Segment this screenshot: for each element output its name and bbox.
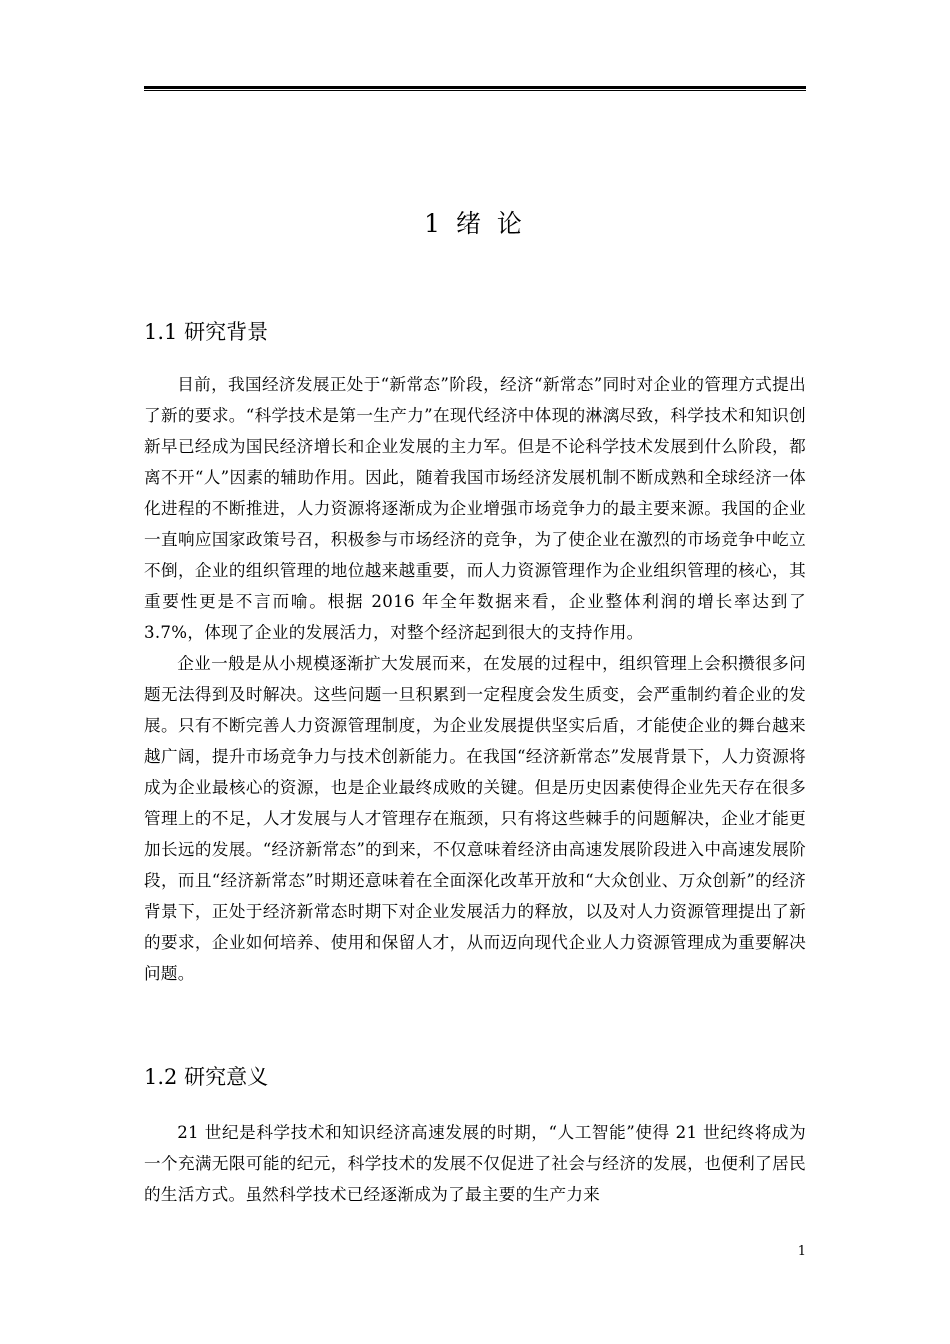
section-heading-research-significance: 1.2 研究意义 [144,1065,269,1089]
header-rule [144,86,806,91]
section-body-research-significance [144,1117,806,1210]
page-number: 1 [797,1244,806,1259]
paragraph: 企业一般是从小规模逐渐扩大发展而来，在发展的过程中，组织管理上会积攒很多问题无法得到及时解决。这些问题一旦积累到一定程度会发生质变，会严重制约着企业的发展。只有不断完善人力资源管理制度，为企业发展提供坚实后盾，才能使企业的舞台越来越广阔，提升市场竞争力与技术创新能力。在我国“经济新常态”发展背景下，人力资源将成为企业最核心的资源，也是企业最终成败的关键。但是历史因素使得企业先天存在很多管理上的不足，人才发展与人才管理存在瓶颈，只有将这些棘手的问题解决，企业才能更加长远的发展。“经济新常态”的到来，不仅意味着经济由高速发展阶段进入中高速发展阶段，而且“经济新常态”时期还意味着在全面深化改革开放和“大众创业、万众创新”的经济背景下，正处于经济新常态时期下对企业发展活力的释放，以及对人力资源管理提出了新的要求，企业如何培养、使用和保留人才，从而迈向现代企业人力资源管理成为重要解决问题。 [144,654,806,983]
section-heading-research-background: 1.1 研究背景 [144,320,269,344]
paragraph: 目前，我国经济发展正处于“新常态”阶段，经济“新常态”同时对企业的管理方式提出了新的要求。“科学技术是第一生产力”在现代经济中体现的淋漓尽致，科学技术和知识创新早已经成为国民经济增长和企业发展的主力军。但是不论科学技术发展到什么阶段，都离不开“人”因素的辅助作用。因此，随着我国市场经济发展机制不断成熟和全球经济一体化进程的不断推进，人力资源将逐渐成为企业增强市场竞争力的最主要来源。我国的企业一直响应国家政策号召，积极参与市场经济的竞争，为了使企业在激烈的市场竞争中屹立不倒，企业的组织管理的地位越来越重要，而人力资源管理作为企业组织管理的核心，其重要性更是不言而喻。根据 2016 年全年数据来看，企业整体利润的增长率达到了 3.7%，体现了企业的发展活力，对整个经济起到很大的支持作用。 [144,375,806,642]
paragraph: 21 世纪是科学技术和知识经济高速发展的时期，“人工智能”使得 21 世纪终将成为一个充满无限可能的纪元，科学技术的发展不仅促进了社会与经济的发展，也便利了居民的生活方式。虽然科学技术已经逐渐成为了最主要的生产力来 [144,1123,806,1204]
chapter-title: 1 绪 论 [424,209,526,238]
section-body-research-background [144,369,806,989]
